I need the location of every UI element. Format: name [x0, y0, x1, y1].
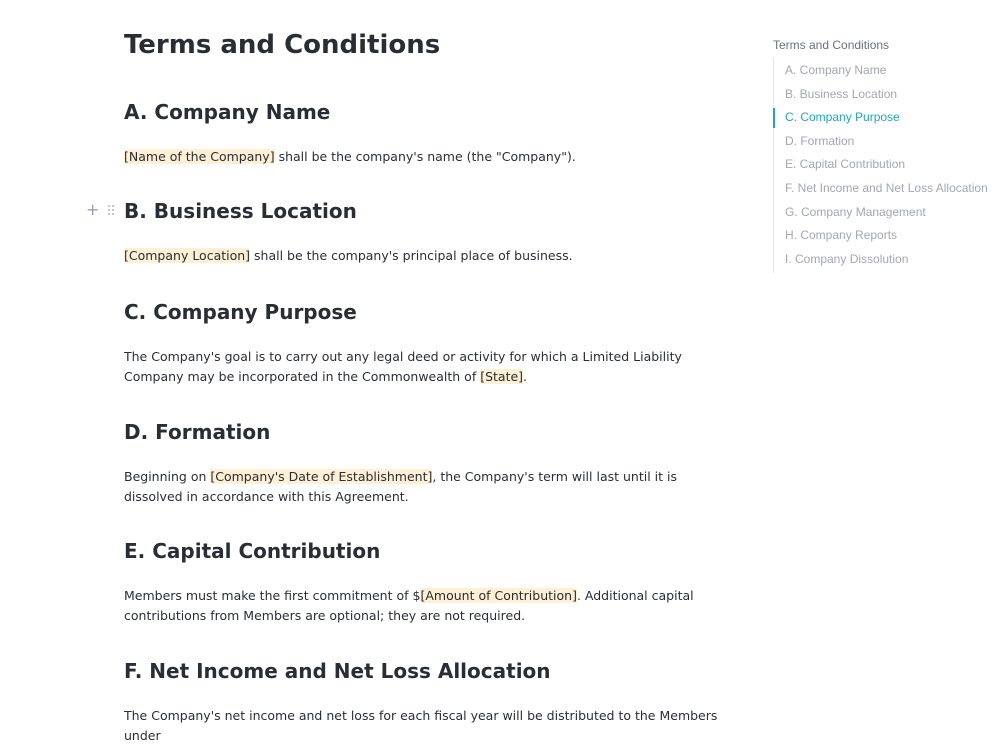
page-title[interactable]: Terms and Conditions	[124, 30, 441, 60]
toc-item-company-name[interactable]: A. Company Name	[785, 63, 887, 77]
toc-item-formation[interactable]: D. Formation	[785, 133, 855, 148]
section-body-business-location[interactable]	[124, 246, 729, 266]
section-body-net-income[interactable]	[124, 706, 729, 746]
section-body-formation[interactable]	[124, 467, 729, 507]
placeholder-text[interactable]: [Company's Date of Establishment]	[210, 469, 433, 484]
section-heading-capital-contribution[interactable]: E. Capital Contribution	[124, 539, 381, 563]
table-of-contents	[773, 38, 1000, 273]
plus-icon[interactable]: +	[86, 200, 100, 219]
body-text: Beginning on	[124, 469, 211, 484]
body-text: , the Company's term will last until it is dissolved in accordance with this Agreement.	[124, 469, 677, 504]
section-body-company-purpose[interactable]	[124, 347, 729, 387]
body-text: Members must make the first commitment of $	[124, 588, 421, 603]
toc-item-capital-contribution[interactable]: E. Capital Contribution	[785, 157, 906, 172]
placeholder-text[interactable]: [Company Location]	[124, 248, 251, 263]
section-body-capital-contribution[interactable]	[124, 586, 729, 626]
body-text: shall be the company's name (the "Company").	[274, 149, 576, 164]
section-heading-formation[interactable]: D. Formation	[124, 420, 271, 444]
placeholder-text[interactable]: [State]	[480, 369, 524, 384]
section-heading-net-income[interactable]: F. Net Income and Net Loss Allocation	[124, 659, 551, 683]
toc-item-company-dissolution[interactable]: I. Company Dissolution	[785, 251, 909, 266]
section-heading-company-name[interactable]: A. Company Name	[124, 100, 331, 124]
section-body-company-name[interactable]	[124, 147, 729, 167]
toc-item-company-purpose[interactable]: C. Company Purpose	[774, 106, 1000, 130]
toc-title[interactable]: Terms and Conditions	[773, 38, 890, 52]
body-text: The Company's goal is to carry out any legal deed or activity for which a Limited Liability Company may be incorporated in the Commonwealth of	[124, 349, 682, 384]
body-text: The Company's net income and net loss for each fiscal year will be distributed to the Members under	[124, 708, 718, 743]
toc-item-business-location[interactable]: B. Business Location	[785, 86, 898, 101]
section-heading-company-purpose[interactable]: C. Company Purpose	[124, 300, 357, 324]
body-text: shall be the company's principal place of business.	[250, 248, 573, 263]
toc-item-company-reports[interactable]: H. Company Reports	[785, 228, 898, 243]
placeholder-text[interactable]: [Name of the Company]	[124, 149, 275, 164]
toc-item-company-management[interactable]: G. Company Management	[785, 204, 926, 219]
toc-list	[773, 57, 1000, 273]
body-text: . Additional capital contributions from Members are optional; they are not required.	[124, 588, 694, 623]
block-handle	[86, 202, 114, 218]
section-heading-business-location[interactable]: B. Business Location	[124, 199, 357, 223]
toc-item-net-income[interactable]: F. Net Income and Net Loss Allocation	[785, 180, 988, 195]
placeholder-text[interactable]: [Amount of Contribution]	[420, 588, 577, 603]
body-text: .	[523, 369, 528, 384]
drag-handle-icon[interactable]	[108, 205, 114, 215]
